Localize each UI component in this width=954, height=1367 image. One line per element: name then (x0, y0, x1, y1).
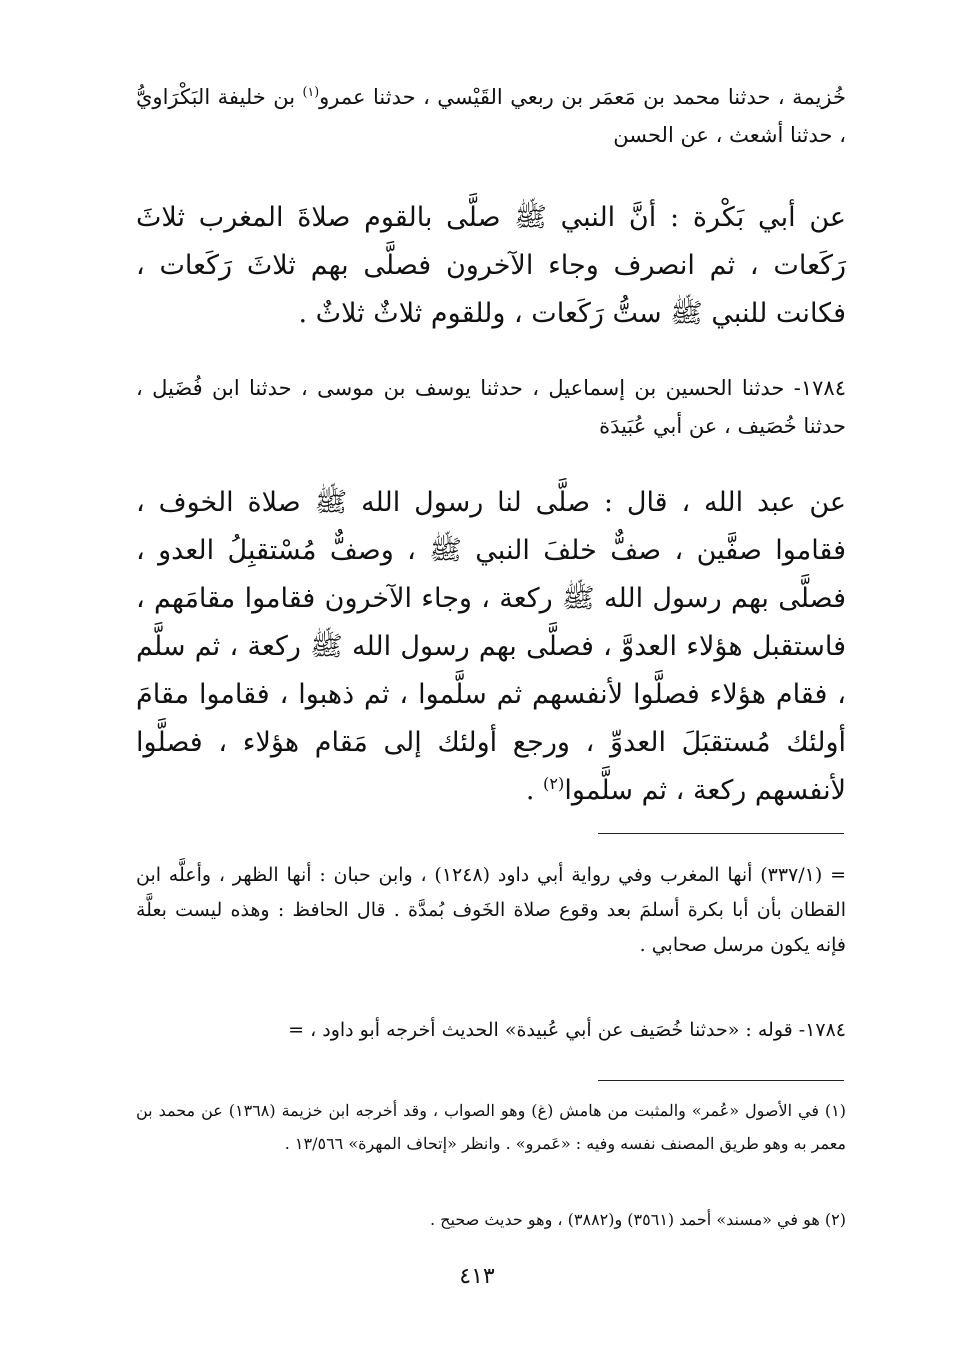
footnotes-separator (598, 1080, 844, 1081)
commentary-separator (598, 833, 844, 834)
isnad-chain-1-part-2: بن خليفة البَكْرَاويُّ ، حدثنا أشعث ، عن الحسن (136, 85, 846, 147)
hadith-text-2 (136, 479, 846, 815)
commentary-paragraph-1: = (٣٣٧/١) أنها المغرب وفي رواية أبي داود (١٢٤٨) ، وابن حبان : أنها الظهر ، وأعلَّه ابن القطان بأن أبا بكرة أسلمَ بعد وقوع صلاة الخَوف بُمدَّة . قال الحافظ : وهذه ليست بعلَّة فإنه يكون مرسل صحابي . (136, 864, 846, 956)
isnad-chain-2: ١٧٨٤- حدثنا الحسين بن إسماعيل ، حدثنا يوسف بن موسى ، حدثنا ابن فُضَيل ، حدثنا خُصَيف ، عن أبي عُبَيدَة (136, 376, 846, 438)
commentary-paragraph-2: ١٧٨٤- قوله : «حدثنا خُصَيف عن أبي عُبيدة» الحديث أخرجه أبو داود ، = (288, 1019, 846, 1041)
hadith-text-2-body: عن عبد الله ، قال : صلَّى لنا رسول الله ﷺ صلاة الخوف ، فقاموا صفَّين ، صفٌّ خلفَ النبي ﷺ ، وصفٌّ مُسْتقبِلُ العدو ، فصلَّى بهم رسول الله ﷺ ركعة ، وجاء الآخرون فقاموا مقامَهم ، فاستقبل هؤلاء العدوَّ ، فصلَّى بهم رسول الله ﷺ ركعة ، ثم سلَّم ، فقام هؤلاء فصلَّوا لأنفسهم ثم سلَّموا ، ثم ذهبوا ، فقاموا مقامَ أولئك مُستقبَلَ العدوِّ ، ورجع أولئك إلى مَقام هؤلاء ، فصلَّوا لأنفسهم ركعة ، ثم سلَّموا (136, 487, 846, 806)
page-number: ٤١٣ (459, 1264, 495, 1289)
isnad-chain-1-part-1: خُزيمة ، حدثنا محمد بن مَعمَر بن ربعي القَيْسي ، حدثنا عمرو (319, 85, 846, 109)
isnad-chain-1 (136, 78, 846, 154)
hadith-text-1: عن أبي بَكْرة : أنَّ النبي ﷺ صلَّى بالقوم صلاةَ المغرب ثلاثَ رَكَعات ، ثم انصرف وجاء الآخرون فصلَّى بهم ثلاثَ رَكَعات ، فكانت للنبي ﷺ ستُّ رَكَعات ، وللقوم ثلاثٌ ثلاثٌ . (136, 202, 846, 329)
footnote-ref-2[interactable]: (٢) (543, 774, 565, 793)
footnote-2: (٢) هو في «مسند» أحمد (٣٥٦١) و(٣٨٨٢) ، وهو حديث صحيح . (430, 1210, 846, 1229)
hadith-text-2-tail: . (525, 775, 544, 806)
footnote-1: (١) في الأصول «عُمر» والمثبت من هامش (غ) وهو الصواب ، وقد أخرجه ابن خزيمة (١٣٦٨) عن محمد بن معمر به وهو طريق المصنف نفسه وفيه : «عَمرو» . وانظر «إتحاف المهرة» ١٣/٥٦٦ . (136, 1101, 847, 1153)
footnote-ref-1[interactable]: (١) (302, 84, 320, 99)
